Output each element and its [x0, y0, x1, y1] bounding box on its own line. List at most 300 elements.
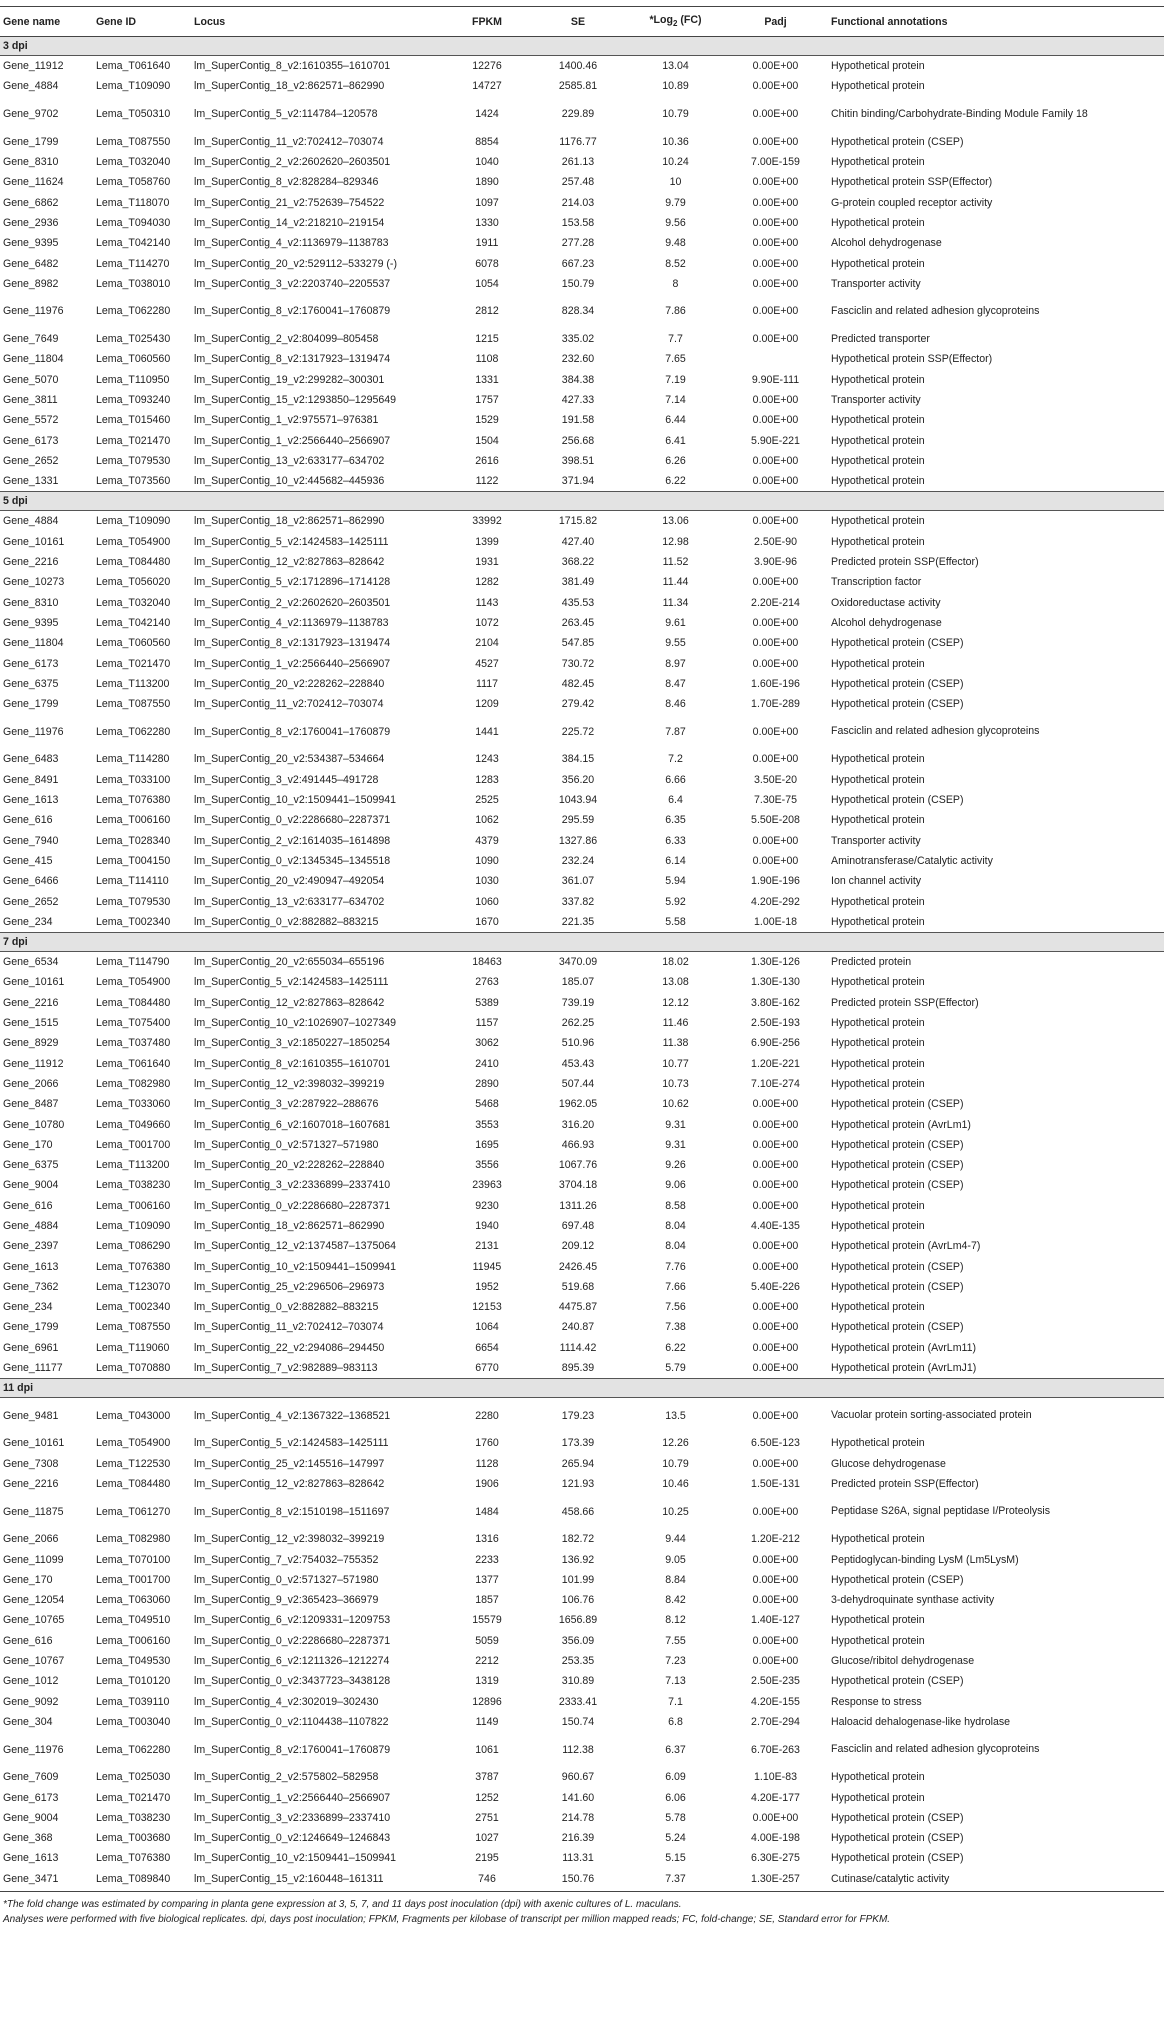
locus-cell: lm_SuperContig_18_v2:862571–862990 [194, 1219, 385, 1232]
se-cell: 1176.77 [559, 135, 597, 148]
table-row [0, 1454, 1164, 1474]
log2fc-cell: 10.46 [662, 1477, 689, 1490]
footnote-line-1: *The fold change was estimated by comparing in planta gene expression at 3, 5, 7, and 11 days post inoculation (dpi) with axenic cultures of L. maculans. [3, 1898, 682, 1910]
fpkm-cell: 3553 [475, 1118, 499, 1131]
gene-id-cell: Lema_T076380 [96, 794, 171, 807]
fpkm-cell: 1252 [475, 1791, 499, 1804]
se-cell: 261.13 [561, 156, 595, 169]
annotation-cell: Hypothetical protein (AvrLm4-7) [831, 1240, 981, 1253]
table-row [0, 274, 1164, 294]
se-cell: 216.39 [561, 1832, 595, 1845]
gene-id-cell: Lema_T025030 [96, 1771, 171, 1784]
padj-cell: 0.00E+00 [752, 515, 799, 528]
annotation-cell: Hypothetical protein [831, 1437, 925, 1450]
locus-cell: lm_SuperContig_3_v2:2336899–2337410 [194, 1179, 391, 1192]
padj-cell: 0.00E+00 [752, 1341, 799, 1354]
annotation-cell: Fasciclin and related adhesion glycoproteins [831, 1743, 1040, 1756]
section-label: 5 dpi [0, 492, 1164, 511]
log2fc-cell: 6.44 [665, 414, 686, 427]
gene-name-cell: Gene_8982 [3, 277, 59, 290]
gene-id-cell: Lema_T087550 [96, 135, 171, 148]
padj-cell: 2.70E-294 [751, 1715, 800, 1728]
annotation-cell: Vacuolar protein sorting-associated protein [831, 1409, 1032, 1422]
annotation-cell: Hypothetical protein (CSEP) [831, 1280, 964, 1293]
gene-name-cell: Gene_3471 [3, 1872, 59, 1885]
locus-cell: lm_SuperContig_11_v2:702412–703074 [194, 698, 384, 711]
log2fc-cell: 7.7 [668, 333, 683, 346]
locus-cell: lm_SuperContig_9_v2:365423–366979 [194, 1594, 379, 1607]
gene-name-cell: Gene_2216 [3, 1477, 59, 1490]
annotation-cell: Aminotransferase/Catalytic activity [831, 854, 993, 867]
log2fc-cell: 11.52 [662, 556, 689, 569]
se-cell: 277.28 [561, 237, 595, 250]
se-cell: 262.25 [561, 1017, 595, 1030]
annotation-cell: Alcohol dehydrogenase [831, 237, 942, 250]
table-row [0, 192, 1164, 212]
se-cell: 2426.45 [558, 1260, 598, 1273]
padj-cell: 0.00E+00 [752, 333, 799, 346]
padj-cell: 6.30E-275 [751, 1852, 800, 1865]
fpkm-cell: 1695 [475, 1138, 499, 1151]
locus-cell: lm_SuperContig_1_v2:2566440–2566907 [194, 1791, 391, 1804]
gene-name-cell: Gene_3811 [3, 394, 58, 406]
gene-id-cell: Lema_T021470 [96, 657, 171, 670]
locus-cell: lm_SuperContig_1_v2:2566440–2566907 [194, 657, 391, 670]
gene-id-cell: Lema_T033060 [96, 1098, 171, 1111]
gene-name-cell: Gene_170 [3, 1138, 53, 1151]
locus-cell: lm_SuperContig_12_v2:827863–828642 [194, 996, 385, 1009]
fpkm-cell: 3787 [475, 1771, 499, 1784]
padj-cell: 4.00E-198 [751, 1832, 800, 1845]
fpkm-cell: 3556 [475, 1159, 499, 1172]
padj-cell: 9.90E-111 [751, 373, 800, 386]
gene-id-cell: Lema_T038010 [96, 277, 171, 290]
padj-cell: 0.00E+00 [752, 237, 799, 250]
padj-cell: 1.20E-212 [751, 1533, 800, 1546]
gene-id-cell: Lema_T004150 [96, 854, 171, 867]
log2fc-cell: 8 [672, 277, 679, 290]
gene-name-cell: Gene_10273 [3, 576, 65, 589]
fpkm-cell: 2763 [475, 976, 499, 989]
se-cell: 191.58 [561, 414, 595, 427]
fpkm-cell: 2104 [475, 637, 499, 650]
se-cell: 316.20 [561, 1118, 595, 1131]
se-cell: 232.60 [561, 353, 595, 366]
gene-id-cell: Lema_T122530 [96, 1457, 171, 1470]
annotation-cell: Hypothetical protein [831, 1219, 925, 1232]
fpkm-cell: 1282 [475, 576, 499, 589]
annotation-cell: Glucose/ribitol dehydrogenase [831, 1655, 975, 1668]
table-row [0, 1767, 1164, 1787]
table-row [0, 213, 1164, 233]
table-row [0, 851, 1164, 871]
annotation-cell: Chitin binding/Carbohydrate-Binding Module Family 18 [831, 107, 1088, 120]
table-row [0, 97, 1164, 132]
se-cell: 3470.09 [558, 956, 598, 969]
gene-id-cell: Lema_T056020 [96, 576, 171, 589]
padj-cell: 1.30E-126 [751, 956, 800, 969]
se-cell: 221.35 [561, 915, 595, 928]
gene-id-cell: Lema_T075400 [96, 1017, 171, 1030]
log2fc-cell: 9.26 [665, 1159, 686, 1172]
annotation-cell: Oxidoreductase activity [831, 596, 941, 609]
locus-cell: lm_SuperContig_10_v2:445682–445936 [194, 475, 385, 488]
gene-name-cell: Gene_11912 [3, 60, 64, 73]
locus-cell: lm_SuperContig_3_v2:287922–288676 [194, 1098, 379, 1111]
table-row [0, 694, 1164, 714]
log2fc-cell: 8.12 [665, 1614, 686, 1627]
se-cell: 141.60 [561, 1791, 595, 1804]
fpkm-cell: 1030 [475, 875, 499, 888]
annotation-cell: Hypothetical protein [831, 657, 925, 670]
gene-id-cell: Lema_T109090 [96, 1219, 171, 1232]
fpkm-cell: 9230 [475, 1199, 499, 1212]
gene-name-cell: Gene_9702 [3, 108, 59, 121]
log2fc-cell: 7.2 [668, 753, 683, 766]
annotation-cell: Peptidoglycan-binding LysM (Lm5LysM) [831, 1553, 1019, 1566]
locus-cell: lm_SuperContig_3_v2:2203740–2205537 [194, 277, 391, 290]
gene-name-cell: Gene_2216 [3, 556, 59, 569]
fpkm-cell: 1931 [475, 556, 499, 569]
annotation-cell: Transcription factor [831, 576, 922, 589]
log2fc-cell: 7.13 [665, 1675, 686, 1688]
padj-cell: 4.20E-177 [751, 1791, 800, 1804]
padj-cell: 0.00E+00 [752, 454, 799, 467]
col-annotation: Functional annotations [828, 7, 1164, 37]
locus-cell: lm_SuperContig_8_v2:1510198–1511697 [194, 1505, 390, 1518]
locus-cell: lm_SuperContig_18_v2:862571–862990 [194, 80, 385, 93]
padj-cell: 0.00E+00 [752, 414, 799, 427]
gene-name-cell: Gene_11099 [3, 1553, 64, 1566]
gene-id-cell: Lema_T010120 [96, 1675, 171, 1688]
fpkm-cell: 1157 [475, 1017, 499, 1030]
locus-cell: lm_SuperContig_12_v2:827863–828642 [194, 1477, 385, 1490]
gene-name-cell: Gene_2066 [3, 1533, 59, 1546]
gene-name-cell: Gene_1613 [3, 1260, 59, 1273]
col-log2fc-prefix: *Log [649, 14, 673, 27]
annotation-cell: Hypothetical protein [831, 156, 925, 169]
annotation-cell: Haloacid dehalogenase-like hydrolase [831, 1715, 1011, 1728]
locus-cell: lm_SuperContig_12_v2:827863–828642 [194, 556, 385, 569]
table-row [0, 1529, 1164, 1549]
gene-id-cell: Lema_T114270 [96, 257, 170, 270]
locus-cell: lm_SuperContig_10_v2:1509441–1509941 [194, 794, 397, 807]
padj-cell: 1.90E-196 [751, 875, 800, 888]
padj-cell: 0.00E+00 [752, 1321, 799, 1334]
table-row [0, 1590, 1164, 1610]
table-row [0, 1236, 1164, 1256]
annotation-cell: Alcohol dehydrogenase [831, 616, 942, 629]
gene-name-cell: Gene_6375 [3, 1159, 59, 1172]
fpkm-cell: 1108 [475, 353, 499, 366]
locus-cell: lm_SuperContig_3_v2:491445–491728 [194, 773, 379, 786]
table-row [0, 1848, 1164, 1868]
annotation-cell: Transporter activity [831, 277, 921, 290]
gene-name-cell: Gene_11875 [3, 1505, 64, 1518]
gene-id-cell: Lema_T038230 [96, 1179, 171, 1192]
gene-name-cell: Gene_1799 [3, 698, 59, 711]
table-row [0, 1474, 1164, 1494]
se-cell: 179.23 [561, 1409, 595, 1422]
fpkm-cell: 2525 [475, 794, 499, 807]
log2fc-cell: 5.24 [665, 1832, 686, 1845]
fpkm-cell: 1090 [475, 854, 499, 867]
gene-id-cell: Lema_T039110 [96, 1695, 170, 1708]
annotation-cell: Hypothetical protein [831, 1533, 925, 1546]
log2fc-cell: 7.65 [665, 353, 686, 366]
locus-cell: lm_SuperContig_14_v2:218210–219154 [194, 216, 385, 229]
padj-cell: 0.00E+00 [752, 616, 799, 629]
fpkm-cell: 1027 [475, 1832, 499, 1845]
gene-name-cell: Gene_9004 [3, 1811, 59, 1824]
gene-id-cell: Lema_T006160 [96, 1634, 171, 1647]
se-cell: 2333.41 [558, 1695, 598, 1708]
table-row [0, 1808, 1164, 1828]
padj-cell: 0.00E+00 [752, 257, 799, 270]
se-cell: 182.72 [561, 1533, 595, 1546]
fpkm-cell: 1209 [475, 698, 499, 711]
se-cell: 106.76 [561, 1594, 595, 1607]
padj-cell: 0.00E+00 [752, 80, 799, 93]
se-cell: 150.74 [561, 1715, 595, 1728]
fpkm-cell: 1072 [475, 616, 499, 629]
table-row [0, 1494, 1164, 1529]
log2fc-cell: 13.06 [662, 515, 689, 528]
padj-cell: 0.00E+00 [752, 834, 799, 847]
gene-name-cell: Gene_11976 [3, 725, 64, 738]
se-cell: 3704.18 [558, 1179, 598, 1192]
se-cell: 263.45 [561, 616, 595, 629]
fpkm-cell: 2280 [475, 1409, 499, 1422]
table-row [0, 1712, 1164, 1732]
se-cell: 828.34 [561, 305, 595, 318]
locus-cell: lm_SuperContig_1_v2:2566440–2566907 [194, 434, 391, 447]
locus-cell: lm_SuperContig_12_v2:398032–399219 [194, 1533, 385, 1546]
table-row [0, 390, 1164, 410]
annotation-cell: Hypothetical protein [831, 60, 925, 73]
fpkm-cell: 1760 [475, 1437, 499, 1450]
se-cell: 1400.46 [558, 60, 598, 73]
fpkm-cell: 1149 [475, 1715, 499, 1728]
gene-id-cell: Lema_T082980 [96, 1077, 171, 1090]
gene-id-cell: Lema_T038230 [96, 1811, 171, 1824]
padj-cell: 7.30E-75 [754, 794, 797, 807]
padj-cell: 1.00E-18 [754, 915, 797, 928]
log2fc-cell: 6.33 [665, 834, 686, 847]
annotation-cell: Transporter activity [831, 834, 921, 847]
log2fc-cell: 8.84 [665, 1573, 686, 1586]
fpkm-cell: 18463 [472, 956, 502, 969]
gene-name-cell: Gene_1331 [3, 475, 59, 488]
log2fc-cell: 10.79 [662, 108, 689, 121]
gene-id-cell: Lema_T037480 [96, 1037, 171, 1050]
fpkm-cell: 6770 [475, 1362, 499, 1375]
gene-name-cell: Gene_5070 [3, 373, 59, 386]
table-row [0, 1114, 1164, 1134]
log2fc-cell: 6.66 [665, 773, 686, 786]
locus-cell: lm_SuperContig_0_v2:2286680–2287371 [194, 1634, 391, 1647]
padj-cell: 4.40E-135 [751, 1219, 800, 1232]
table-row [0, 770, 1164, 790]
gene-id-cell: Lema_T084480 [96, 1477, 171, 1490]
log2fc-cell: 6.06 [665, 1791, 686, 1804]
log2fc-cell: 7.66 [665, 1280, 686, 1293]
gene-id-cell: Lema_T079530 [96, 454, 171, 467]
gene-id-cell: Lema_T084480 [96, 556, 171, 569]
fpkm-cell: 1319 [475, 1675, 499, 1688]
col-gene-name: Gene name [0, 7, 93, 37]
annotation-cell: Predicted protein SSP(Effector) [831, 1477, 979, 1490]
log2fc-cell: 12.12 [662, 996, 689, 1009]
padj-cell: 0.00E+00 [752, 216, 799, 229]
table-row [0, 993, 1164, 1013]
log2fc-cell: 9.61 [665, 616, 686, 629]
gene-name-cell: Gene_616 [3, 1199, 53, 1212]
gene-id-cell: Lema_T032040 [96, 596, 171, 609]
padj-cell: 0.00E+00 [752, 637, 799, 650]
padj-cell: 0.00E+00 [752, 657, 799, 670]
annotation-cell: Hypothetical protein [831, 80, 925, 93]
annotation-cell: G-protein coupled receptor activity [831, 196, 993, 209]
fpkm-cell: 6654 [475, 1341, 499, 1354]
gene-name-cell: Gene_368 [3, 1832, 53, 1845]
table-row [0, 653, 1164, 673]
log2fc-cell: 9.31 [665, 1118, 686, 1131]
se-cell: 310.89 [561, 1675, 595, 1688]
se-cell: 1656.89 [558, 1614, 598, 1627]
se-cell: 384.15 [561, 753, 595, 766]
locus-cell: lm_SuperContig_8_v2:1317923–1319474 [194, 637, 391, 650]
locus-cell: lm_SuperContig_0_v2:3437723–3438128 [194, 1675, 391, 1688]
annotation-cell: Hypothetical protein [831, 454, 925, 467]
padj-cell: 2.50E-235 [751, 1675, 800, 1688]
locus-cell: lm_SuperContig_2_v2:575802–582958 [194, 1771, 379, 1784]
log2fc-cell: 9.05 [665, 1553, 686, 1566]
gene-name-cell: Gene_6173 [3, 1791, 59, 1804]
gene-id-cell: Lema_T021470 [96, 434, 171, 447]
locus-cell: lm_SuperContig_5_v2:1424583–1425111 [194, 976, 389, 989]
fpkm-cell: 12153 [472, 1301, 502, 1314]
locus-cell: lm_SuperContig_11_v2:702412–703074 [194, 1321, 384, 1334]
gene-name-cell: Gene_616 [3, 1634, 53, 1647]
locus-cell: lm_SuperContig_0_v2:882882–883215 [194, 1301, 379, 1314]
fpkm-cell: 14727 [472, 80, 502, 93]
table-row [0, 349, 1164, 369]
gene-name-cell: Gene_6961 [3, 1341, 59, 1354]
fpkm-cell: 1060 [475, 895, 499, 908]
se-cell: 371.94 [561, 475, 595, 488]
fpkm-cell: 1215 [475, 333, 499, 346]
annotation-cell: Hypothetical protein (CSEP) [831, 1675, 964, 1688]
gene-id-cell: Lema_T087550 [96, 1321, 171, 1334]
locus-cell: lm_SuperContig_8_v2:1760041–1760879 [194, 1743, 391, 1756]
gene-name-cell: Gene_234 [3, 915, 53, 928]
locus-cell: lm_SuperContig_5_v2:1424583–1425111 [194, 535, 389, 548]
table-row [0, 370, 1164, 390]
padj-cell: 0.00E+00 [752, 1138, 799, 1151]
table-row [0, 1297, 1164, 1317]
gene-id-cell: Lema_T049510 [96, 1614, 171, 1627]
annotation-cell: Fasciclin and related adhesion glycoproteins [831, 725, 1040, 738]
se-cell: 112.38 [562, 1743, 594, 1756]
table-row [0, 471, 1164, 492]
annotation-cell: Hypothetical protein [831, 895, 925, 908]
fpkm-cell: 4379 [475, 834, 499, 847]
log2fc-cell: 11.46 [662, 1017, 689, 1030]
gene-name-cell: Gene_10161 [3, 1437, 65, 1450]
fpkm-cell: 1064 [475, 1321, 499, 1334]
padj-cell: 5.90E-221 [751, 434, 800, 447]
se-cell: 214.03 [561, 196, 595, 209]
annotation-cell: Hypothetical protein [831, 1057, 925, 1070]
gene-id-cell: Lema_T002340 [96, 1301, 171, 1314]
table-row [0, 749, 1164, 769]
gene-name-cell: Gene_10161 [3, 976, 65, 989]
padj-cell: 0.00E+00 [752, 475, 799, 488]
se-cell: 1715.82 [558, 515, 598, 528]
padj-cell: 0.00E+00 [752, 1301, 799, 1314]
table-row [0, 790, 1164, 810]
padj-cell: 1.70E-289 [751, 698, 800, 711]
annotation-cell: Hypothetical protein (CSEP) [831, 1179, 964, 1192]
locus-cell: lm_SuperContig_10_v2:1026907–1027349 [194, 1017, 397, 1030]
se-cell: 356.09 [561, 1634, 595, 1647]
gene-id-cell: Lema_T062280 [96, 725, 171, 738]
log2fc-cell: 7.55 [665, 1634, 686, 1647]
se-cell: 185.07 [561, 976, 595, 989]
table-row [0, 1732, 1164, 1767]
table-row [0, 1631, 1164, 1651]
locus-cell: lm_SuperContig_10_v2:1509441–1509941 [194, 1260, 397, 1273]
table-row [0, 972, 1164, 992]
locus-cell: lm_SuperContig_2_v2:2602620–2603501 [194, 596, 391, 609]
log2fc-cell: 7.19 [665, 373, 686, 386]
table-row [0, 430, 1164, 450]
log2fc-cell: 7.37 [665, 1872, 686, 1885]
log2fc-cell: 8.46 [665, 698, 686, 711]
gene-id-cell: Lema_T063060 [96, 1594, 171, 1607]
annotation-cell: Hypothetical protein [831, 915, 925, 928]
footnote-line-2: Analyses were performed with five biological replicates. dpi, days post inoculation; FPKM, Fragments per kilobase of transcript per million mapped reads; FC, fold-change; SE, Standard error for FPKM. [3, 1913, 891, 1925]
locus-cell: lm_SuperContig_13_v2:633177–634702 [194, 454, 385, 467]
log2fc-cell: 9.79 [665, 196, 686, 209]
annotation-cell: Fasciclin and related adhesion glycoproteins [831, 304, 1040, 317]
annotation-cell: Hypothetical protein (CSEP) [831, 1260, 964, 1273]
locus-cell: lm_SuperContig_13_v2:633177–634702 [194, 895, 385, 908]
locus-cell: lm_SuperContig_20_v2:228262–228840 [194, 1159, 385, 1172]
gene-id-cell: Lema_T042140 [96, 616, 171, 629]
se-cell: 337.82 [561, 895, 595, 908]
padj-cell: 0.00E+00 [752, 725, 799, 738]
se-cell: 1311.26 [559, 1199, 597, 1212]
col-log2fc-subscript: 2 [672, 19, 678, 29]
table-row [0, 451, 1164, 471]
log2fc-cell: 6.8 [668, 1715, 683, 1728]
padj-cell: 0.00E+00 [752, 1505, 799, 1518]
table-row [0, 633, 1164, 653]
fpkm-cell: 2131 [475, 1240, 499, 1253]
log2fc-cell: 7.14 [665, 394, 686, 406]
gene-name-cell: Gene_9004 [3, 1179, 59, 1192]
padj-cell: 2.50E-193 [751, 1017, 800, 1030]
gene-id-cell: Lema_T062280 [96, 305, 171, 318]
gene-name-cell: Gene_10765 [3, 1614, 65, 1627]
annotation-cell: Hypothetical protein (CSEP) [831, 1852, 964, 1865]
log2fc-cell: 10.79 [662, 1457, 689, 1470]
fpkm-cell: 12896 [472, 1695, 502, 1708]
fpkm-cell: 1117 [476, 677, 498, 690]
log2fc-cell: 9.44 [665, 1533, 686, 1546]
